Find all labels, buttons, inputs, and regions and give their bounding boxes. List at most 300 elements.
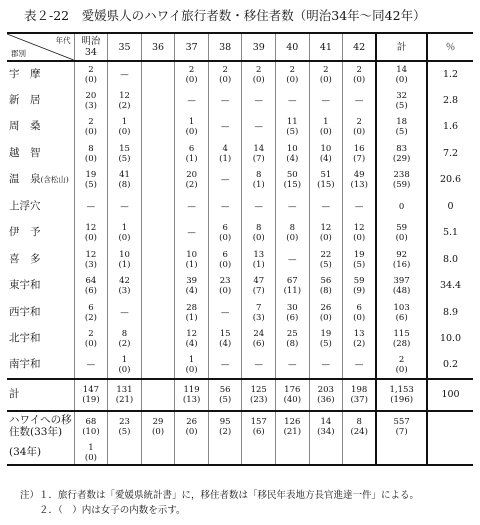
cell-female-count: (0) bbox=[84, 153, 97, 164]
cell-female-count: (6) bbox=[252, 427, 265, 437]
cell-female-count: (28) bbox=[392, 339, 411, 350]
table-cell bbox=[208, 114, 242, 141]
cell-female-count: (2) bbox=[185, 180, 198, 191]
table-cell bbox=[309, 220, 343, 247]
cell-female-count: (7) bbox=[395, 427, 408, 437]
table-row bbox=[7, 273, 473, 300]
column-header: 38 bbox=[208, 33, 242, 61]
table-body bbox=[7, 61, 473, 465]
column-header: 42 bbox=[343, 33, 377, 61]
cell-female-count: (8) bbox=[286, 339, 299, 350]
row-label-text: 喜 多 bbox=[9, 252, 41, 265]
column-header: 41 bbox=[309, 33, 343, 61]
cell-value: 2.8 bbox=[442, 94, 459, 106]
cell-value: 59 bbox=[396, 223, 408, 234]
table-cell bbox=[427, 326, 473, 353]
table-row bbox=[7, 353, 473, 380]
table-cell bbox=[208, 194, 242, 221]
table-cell bbox=[74, 442, 108, 465]
table-cell bbox=[175, 379, 209, 411]
emigration-table bbox=[7, 32, 473, 466]
table-cell bbox=[309, 300, 343, 327]
cell-value: 56 bbox=[219, 385, 231, 395]
table-row bbox=[7, 114, 473, 141]
cell-value: 5.1 bbox=[442, 227, 459, 239]
table-cell bbox=[276, 220, 310, 247]
table-cell bbox=[309, 273, 343, 300]
table-row bbox=[7, 326, 473, 353]
cell-value: 6 bbox=[188, 143, 195, 154]
cell-value: 12 bbox=[119, 90, 130, 101]
cell-female-count: (5) bbox=[219, 395, 232, 405]
cell-value: 32 bbox=[396, 90, 408, 101]
cell-value: 8 bbox=[121, 329, 128, 340]
cell-female-count: (2) bbox=[118, 100, 131, 111]
cell-value: 18 bbox=[396, 117, 408, 128]
cell-value: 1 bbox=[88, 443, 94, 453]
header-row bbox=[7, 33, 473, 61]
table-cell bbox=[309, 167, 343, 194]
table-cell bbox=[376, 411, 427, 442]
table-cell bbox=[74, 167, 108, 194]
cell-value: 0.2 bbox=[442, 359, 459, 371]
cell-value: — bbox=[187, 201, 196, 212]
cell-value: 557 bbox=[393, 417, 410, 427]
table-cell bbox=[376, 88, 427, 115]
row-label bbox=[7, 141, 74, 168]
cell-female-count: (5) bbox=[319, 259, 332, 270]
cell-female-count: (8) bbox=[319, 286, 332, 297]
table-cell bbox=[141, 247, 175, 274]
table-cell bbox=[427, 167, 473, 194]
cell-value: 13 bbox=[253, 249, 265, 260]
cell-value: 14 bbox=[320, 417, 332, 427]
cell-female-count: (196) bbox=[390, 395, 414, 405]
table-cell bbox=[242, 442, 276, 465]
table-cell bbox=[343, 220, 377, 247]
cell-value: 12 bbox=[85, 249, 97, 260]
cell-female-count: (0) bbox=[319, 74, 332, 85]
table-cell bbox=[376, 273, 427, 300]
cell-value: 176 bbox=[284, 385, 301, 395]
cell-value: 2 bbox=[88, 117, 94, 128]
table-cell bbox=[208, 61, 242, 88]
table-cell bbox=[141, 300, 175, 327]
row-label-text: 北宇和 bbox=[9, 332, 41, 345]
table-cell bbox=[74, 114, 108, 141]
cell-female-count: (0) bbox=[395, 365, 408, 376]
table-cell bbox=[242, 88, 276, 115]
cell-female-count: (7) bbox=[252, 286, 265, 297]
cell-female-count: (0) bbox=[353, 74, 366, 85]
cell-female-count: (1) bbox=[185, 259, 198, 270]
cell-value: — bbox=[354, 360, 364, 371]
cell-female-count: (5) bbox=[118, 153, 131, 164]
cell-female-count: (0) bbox=[185, 74, 198, 85]
cell-female-count: (0) bbox=[84, 233, 97, 244]
table-cell bbox=[242, 167, 276, 194]
cell-value: 2 bbox=[356, 64, 362, 75]
row-label-text: 周 桑 bbox=[9, 120, 41, 133]
cell-value: 7 bbox=[256, 302, 262, 313]
table-cell bbox=[343, 411, 377, 442]
table-cell bbox=[427, 61, 473, 88]
table-cell bbox=[427, 114, 473, 141]
row-label-text: 越 智 bbox=[9, 146, 41, 159]
cell-female-count: (4) bbox=[219, 339, 232, 350]
table-row bbox=[7, 141, 473, 168]
row-label bbox=[7, 167, 74, 194]
cell-value: 1 bbox=[188, 355, 195, 366]
table-cell bbox=[108, 114, 142, 141]
table-cell bbox=[108, 61, 142, 88]
cell-value: 8.0 bbox=[442, 253, 459, 265]
table-cell bbox=[376, 379, 427, 411]
footnotes bbox=[20, 488, 419, 518]
table-cell bbox=[276, 141, 310, 168]
table-cell bbox=[276, 379, 310, 411]
table-cell bbox=[242, 220, 276, 247]
cell-value: — bbox=[120, 307, 129, 318]
cell-value: 6 bbox=[88, 302, 94, 313]
row-label bbox=[7, 61, 74, 88]
table-row bbox=[7, 194, 473, 221]
cell-female-count: (36) bbox=[317, 395, 335, 405]
cell-female-count: (21) bbox=[115, 395, 134, 405]
cell-value: 8 bbox=[356, 417, 362, 427]
cell-female-count: (0) bbox=[319, 233, 332, 244]
table-cell bbox=[175, 114, 209, 141]
table-cell bbox=[208, 273, 242, 300]
cell-value: 50 bbox=[286, 170, 298, 181]
table-cell bbox=[74, 247, 108, 274]
cell-female-count: (0) bbox=[252, 233, 265, 244]
cell-value: 10 bbox=[119, 249, 130, 260]
table-row bbox=[7, 300, 473, 327]
cell-value: — bbox=[220, 307, 230, 318]
table-cell bbox=[242, 411, 276, 442]
corner-era-label: 年代 bbox=[55, 36, 71, 45]
table-cell bbox=[276, 247, 310, 274]
cell-female-count: (0) bbox=[84, 74, 97, 85]
cell-value: 1 bbox=[121, 355, 128, 366]
cell-value: 6 bbox=[222, 223, 228, 234]
table-cell bbox=[309, 141, 343, 168]
table-cell bbox=[309, 247, 343, 274]
cell-female-count: (9) bbox=[353, 286, 366, 297]
cell-female-count: (3) bbox=[118, 286, 131, 297]
cell-female-count: (7) bbox=[353, 153, 366, 164]
row-label-text: 東宇和 bbox=[9, 279, 41, 292]
table-cell bbox=[108, 442, 142, 465]
cell-female-count: (0) bbox=[185, 127, 198, 138]
table-cell bbox=[208, 88, 242, 115]
table-cell bbox=[309, 61, 343, 88]
table-cell bbox=[309, 194, 343, 221]
table-cell bbox=[343, 300, 377, 327]
cell-female-count: (37) bbox=[350, 395, 368, 405]
cell-value: — bbox=[288, 360, 297, 371]
table-cell bbox=[276, 353, 310, 380]
cell-female-count: (0) bbox=[185, 365, 198, 376]
table-cell bbox=[343, 167, 377, 194]
cell-female-count: (29) bbox=[392, 153, 411, 164]
table-cell bbox=[427, 88, 473, 115]
table-title: 表２-22 愛媛県人のハワイ旅行者数・移住者数（明治34年〜同42年） bbox=[24, 8, 426, 23]
cell-female-count: (2) bbox=[84, 312, 97, 323]
table-cell bbox=[343, 326, 377, 353]
cell-value: 16 bbox=[353, 143, 365, 154]
table-cell bbox=[276, 88, 310, 115]
cell-value: 100 bbox=[441, 389, 460, 400]
cell-female-count: (0) bbox=[84, 339, 97, 350]
cell-value: 198 bbox=[351, 385, 368, 395]
cell-value: 8.9 bbox=[442, 306, 459, 318]
cell-value: 126 bbox=[284, 417, 301, 427]
cell-value: — bbox=[254, 201, 263, 212]
table-row bbox=[7, 61, 473, 88]
column-header: 40 bbox=[276, 33, 310, 61]
table-cell bbox=[141, 220, 175, 247]
cell-value: 103 bbox=[393, 302, 410, 313]
cell-female-count: (5) bbox=[286, 127, 299, 138]
table-cell bbox=[74, 300, 108, 327]
table-cell bbox=[242, 61, 276, 88]
cell-value: 30 bbox=[286, 302, 298, 313]
cell-female-count: (48) bbox=[392, 286, 411, 297]
cell-female-count: (4) bbox=[319, 153, 332, 164]
cell-value: 6 bbox=[356, 302, 362, 313]
column-header: 計 bbox=[376, 33, 427, 61]
table-cell bbox=[175, 88, 209, 115]
cell-value: 34.4 bbox=[439, 280, 462, 292]
table-cell bbox=[208, 411, 242, 442]
table-cell bbox=[175, 273, 209, 300]
table-cell bbox=[108, 141, 142, 168]
cell-female-count: (0) bbox=[219, 233, 232, 244]
cell-value: 92 bbox=[396, 249, 408, 260]
column-header: 39 bbox=[242, 33, 276, 61]
table-cell bbox=[376, 326, 427, 353]
cell-value: — bbox=[254, 122, 263, 133]
cell-value: 19 bbox=[353, 249, 365, 260]
cell-value: 125 bbox=[250, 385, 267, 395]
cell-female-count: (1) bbox=[185, 153, 198, 164]
table-cell bbox=[242, 353, 276, 380]
table-cell bbox=[141, 273, 175, 300]
cell-value: 1,153 bbox=[389, 385, 414, 395]
cell-value: 95 bbox=[219, 417, 231, 427]
cell-value: 8 bbox=[256, 170, 262, 181]
cell-female-count: (5) bbox=[395, 100, 408, 111]
cell-value: 2 bbox=[289, 64, 295, 75]
row-label bbox=[7, 114, 74, 141]
cell-female-count: (0) bbox=[353, 233, 366, 244]
cell-value: 12 bbox=[320, 223, 332, 234]
cell-value: 10 bbox=[320, 143, 332, 154]
table-cell bbox=[376, 61, 427, 88]
table-cell bbox=[175, 353, 209, 380]
table-cell bbox=[276, 442, 310, 465]
row-label-text: 南宇和 bbox=[9, 358, 41, 371]
cell-value: 1.2 bbox=[442, 68, 459, 80]
table-cell bbox=[74, 61, 108, 88]
table-cell bbox=[427, 442, 473, 465]
cell-female-count: (0) bbox=[219, 74, 232, 85]
cell-value: 4 bbox=[222, 143, 228, 154]
cell-value: — bbox=[288, 254, 297, 265]
cell-female-count: (10) bbox=[82, 427, 100, 437]
table-cell bbox=[343, 442, 377, 465]
table-cell bbox=[276, 114, 310, 141]
cell-female-count: (5) bbox=[353, 259, 366, 270]
table-cell bbox=[208, 247, 242, 274]
table-cell bbox=[309, 88, 343, 115]
cell-value: 2 bbox=[88, 329, 94, 340]
cell-female-count: (0) bbox=[84, 127, 97, 138]
cell-value: 131 bbox=[116, 385, 133, 395]
cell-value: 2 bbox=[398, 355, 405, 366]
cell-female-count: (3) bbox=[252, 312, 265, 323]
table-cell bbox=[175, 141, 209, 168]
cell-value: — bbox=[220, 175, 230, 186]
cell-value: — bbox=[354, 95, 364, 106]
table-cell bbox=[427, 300, 473, 327]
table-cell bbox=[309, 379, 343, 411]
cell-value: 13 bbox=[353, 329, 365, 340]
cell-female-count: (0) bbox=[185, 427, 198, 437]
cell-value: 157 bbox=[250, 417, 267, 427]
cell-value: 2 bbox=[188, 64, 195, 75]
table-cell bbox=[276, 273, 310, 300]
cell-female-count: (2) bbox=[118, 339, 131, 350]
table-cell bbox=[141, 442, 175, 465]
table-row bbox=[7, 220, 473, 247]
row-sublabel: (含松山) bbox=[40, 175, 69, 185]
cell-female-count: (13) bbox=[350, 180, 368, 191]
table-cell bbox=[242, 141, 276, 168]
cell-female-count: (11) bbox=[283, 286, 302, 297]
cell-value: 39 bbox=[186, 276, 198, 287]
cell-value: 20 bbox=[186, 170, 198, 181]
cell-value: 1 bbox=[188, 117, 195, 128]
column-header: ％ bbox=[427, 33, 473, 61]
table-cell bbox=[427, 220, 473, 247]
table-cell bbox=[376, 300, 427, 327]
table-cell bbox=[108, 194, 142, 221]
table-cell bbox=[309, 411, 343, 442]
row-label bbox=[7, 379, 74, 411]
cell-value: — bbox=[86, 201, 96, 212]
table-cell bbox=[343, 273, 377, 300]
cell-value: 41 bbox=[119, 170, 130, 181]
cell-value: 49 bbox=[353, 170, 365, 181]
table-cell bbox=[141, 61, 175, 88]
cell-value: 20.6 bbox=[439, 174, 462, 186]
table-cell bbox=[108, 326, 142, 353]
cell-female-count: (0) bbox=[219, 259, 232, 270]
table-cell bbox=[242, 247, 276, 274]
table-cell bbox=[175, 300, 209, 327]
cell-value: 8 bbox=[289, 223, 295, 234]
cell-value: — bbox=[86, 360, 96, 371]
row-label bbox=[7, 273, 74, 300]
row-label-text: (34年) bbox=[9, 446, 42, 459]
table-cell bbox=[108, 300, 142, 327]
table-cell bbox=[141, 167, 175, 194]
footnote-1: 注）１．旅行者数は「愛媛県統計書」に，移住者数は「移民年表地方長官進達一件」による。 bbox=[20, 490, 420, 501]
row-label bbox=[7, 411, 74, 442]
cell-female-count: (59) bbox=[392, 180, 411, 191]
cell-value: 59 bbox=[353, 276, 365, 287]
table-cell bbox=[141, 88, 175, 115]
cell-female-count: (0) bbox=[395, 233, 408, 244]
table-cell bbox=[141, 326, 175, 353]
total-row bbox=[7, 379, 473, 411]
table-cell bbox=[208, 442, 242, 465]
table-cell bbox=[141, 141, 175, 168]
table-cell bbox=[74, 326, 108, 353]
cell-female-count: (5) bbox=[84, 180, 97, 191]
row-label bbox=[7, 220, 74, 247]
row-label bbox=[7, 194, 74, 221]
cell-female-count: (6) bbox=[84, 286, 97, 297]
table-cell bbox=[276, 167, 310, 194]
table-cell bbox=[427, 141, 473, 168]
cell-value: 119 bbox=[183, 385, 200, 395]
cell-value: 56 bbox=[320, 276, 332, 287]
cell-value: — bbox=[220, 95, 230, 106]
cell-female-count: (0) bbox=[252, 74, 265, 85]
table-cell bbox=[309, 353, 343, 380]
cell-value: 29 bbox=[152, 417, 164, 427]
cell-female-count: (0) bbox=[353, 127, 366, 138]
cell-value: 7.2 bbox=[442, 147, 459, 159]
column-header: 37 bbox=[175, 33, 209, 61]
cell-value: — bbox=[120, 69, 129, 80]
table-cell bbox=[427, 194, 473, 221]
table-cell bbox=[141, 194, 175, 221]
table-cell bbox=[208, 300, 242, 327]
table-cell bbox=[376, 247, 427, 274]
table-cell bbox=[74, 411, 108, 442]
cell-value: 42 bbox=[119, 276, 130, 287]
cell-value: 6 bbox=[222, 249, 228, 260]
cell-value: — bbox=[220, 122, 230, 133]
cell-value: 26 bbox=[186, 417, 198, 427]
cell-female-count: (0) bbox=[286, 233, 299, 244]
table-cell bbox=[343, 353, 377, 380]
table-cell bbox=[276, 61, 310, 88]
cell-value: 203 bbox=[317, 385, 334, 395]
cell-value: 8 bbox=[256, 223, 262, 234]
table-cell bbox=[175, 61, 209, 88]
table-cell bbox=[276, 300, 310, 327]
table-cell bbox=[242, 194, 276, 221]
table-cell bbox=[141, 379, 175, 411]
row-label bbox=[7, 326, 74, 353]
table-cell bbox=[175, 247, 209, 274]
cell-female-count: (6) bbox=[286, 312, 299, 323]
cell-value: — bbox=[120, 201, 129, 212]
table-cell bbox=[74, 141, 108, 168]
cell-female-count: (4) bbox=[286, 153, 299, 164]
cell-value: 397 bbox=[393, 276, 410, 287]
cell-value: — bbox=[354, 201, 364, 212]
cell-female-count: (0) bbox=[118, 127, 131, 138]
table-cell bbox=[141, 411, 175, 442]
table-cell bbox=[175, 411, 209, 442]
